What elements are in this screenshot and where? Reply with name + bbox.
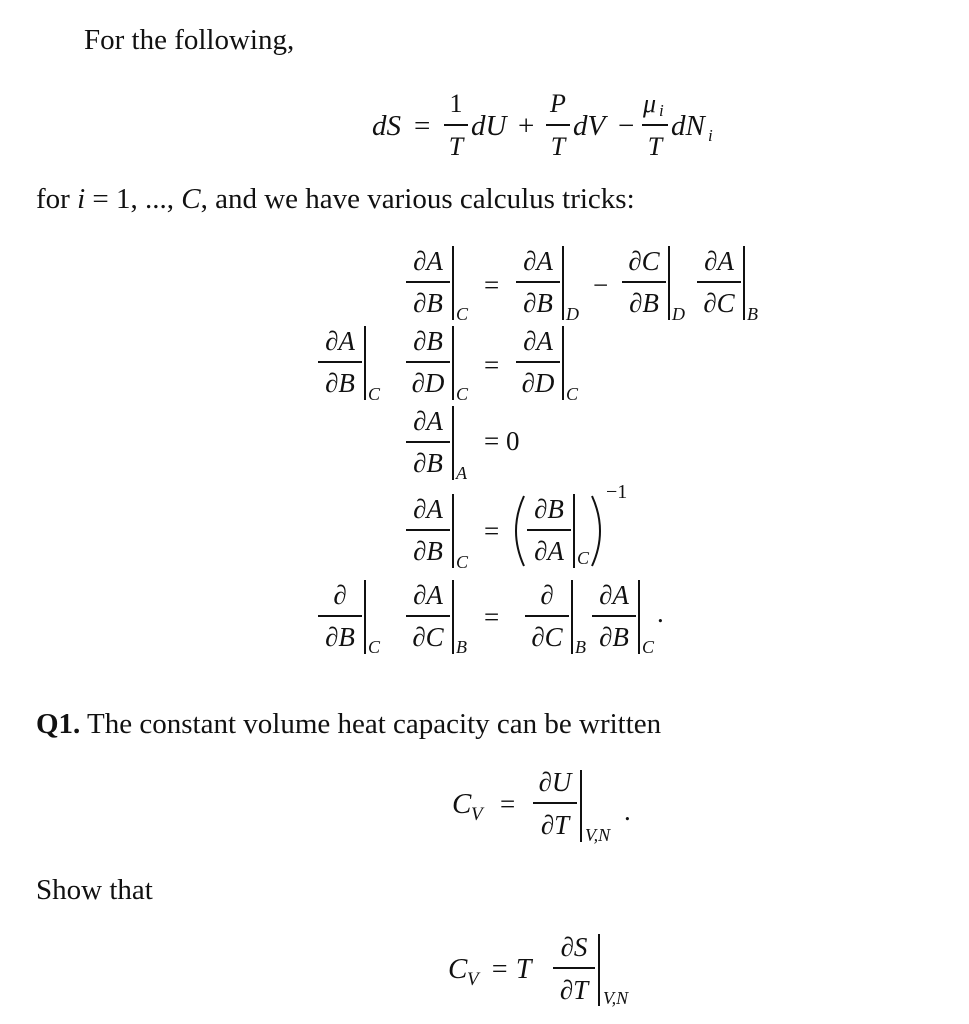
r1-minus: − [593,270,609,300]
for-suffix: , and we have various calculus tricks: [200,183,635,215]
r2-b-num: ∂B [413,326,443,356]
ds-t3-num: μ [643,89,657,118]
ds-t3-num-sub: i [659,101,664,120]
r4-a-sub: C [456,552,469,572]
cv-sub: V,N [585,825,611,845]
cv-end-period: . [624,796,631,826]
ds-plus: + [518,110,535,142]
ds-t2-den: T [550,132,566,161]
r4-exponent: −1 [606,481,628,503]
cv-lhs-sub: V [471,804,483,825]
r5-c-den: ∂C [531,622,563,652]
r3-rhs: = 0 [484,426,520,456]
cv-lhs: C [452,788,472,820]
intro-text: For the following, [84,24,295,56]
r5-b-sub: B [456,637,467,657]
r2-c-sub: C [566,384,579,404]
r4-a-num: ∂A [413,494,443,524]
r4-b-sub: C [577,548,590,568]
ds-t1-num: 1 [449,89,463,118]
cv2-lhs: C [448,953,468,985]
r1-c-den: ∂B [629,288,659,318]
ds-minus: − [618,110,635,142]
r4-eq: = [484,516,500,546]
r2-a-sub: C [368,384,381,404]
ds-t2-num: P [550,89,566,118]
ds-t3-var: dN [671,110,705,142]
r1-d-sub: B [747,304,758,324]
ds-equals: = [414,110,431,142]
r1-a-sub: C [456,304,469,324]
r5-end-period: . [657,598,664,628]
r2-b-den: ∂D [411,368,445,398]
r3-a-den: ∂B [413,448,443,478]
ds-lhs: dS [372,110,401,142]
r1-d-den: ∂C [703,288,735,318]
r1-c-sub: D [672,304,685,324]
r5-a-den: ∂B [325,622,355,652]
r5-c-num: ∂ [540,580,554,610]
r1-c-num: ∂C [628,246,660,276]
cv-den: ∂T [540,810,570,840]
q1-label: Q1. [36,708,81,740]
r5-d-sub: C [642,637,655,657]
r5-b-num: ∂A [413,580,443,610]
ds-t3-den: T [647,132,663,161]
r3-a-num: ∂A [413,406,443,436]
r2-a-num: ∂A [325,326,355,356]
for-prefix: for [36,183,78,215]
cv2-den: ∂T [559,975,589,1005]
r2-c-num: ∂A [523,326,553,356]
r5-a-num: ∂ [333,580,347,610]
r5-a-sub: C [368,637,381,657]
cv2-sub: V,N [603,988,629,1008]
cv2-lhs-sub: V [467,969,479,990]
ds-t3-var-sub: i [708,126,713,145]
for-index: i [77,183,86,215]
cv2-num: ∂S [560,932,588,962]
r2-b-sub: C [456,384,469,404]
r4-a-den: ∂B [413,536,443,566]
r2-a-den: ∂B [325,368,355,398]
cv-eq: = [500,789,516,819]
r5-eq: = [484,602,500,632]
cv-num: ∂U [538,767,572,797]
r2-c-den: ∂D [521,368,555,398]
r1-eq: = [484,270,500,300]
r5-b-den: ∂C [412,622,444,652]
r5-c-sub: B [575,637,586,657]
ds-t1-den: T [448,132,464,161]
r3-a-sub: A [456,463,467,483]
r4-b-num: ∂B [534,494,564,524]
ds-t2-var: dV [573,110,606,142]
r1-b-num: ∂A [523,246,553,276]
r1-a-den: ∂B [413,288,443,318]
q1-text: The constant volume heat capacity can be written [80,708,662,740]
ds-t1-var: dU [471,110,507,142]
r1-a-num: ∂A [413,246,443,276]
r5-d-num: ∂A [599,580,629,610]
r5-d-den: ∂B [599,622,629,652]
for-range: = 1, ..., [85,183,182,215]
show-that-text: Show that [36,874,153,906]
r1-b-sub: D [566,304,579,324]
cv2-eq: = T [490,954,532,985]
for-c: C [181,183,201,215]
r4-b-den: ∂A [534,536,564,566]
r2-eq: = [484,350,500,380]
r1-b-den: ∂B [523,288,553,318]
r1-d-num: ∂A [704,246,734,276]
